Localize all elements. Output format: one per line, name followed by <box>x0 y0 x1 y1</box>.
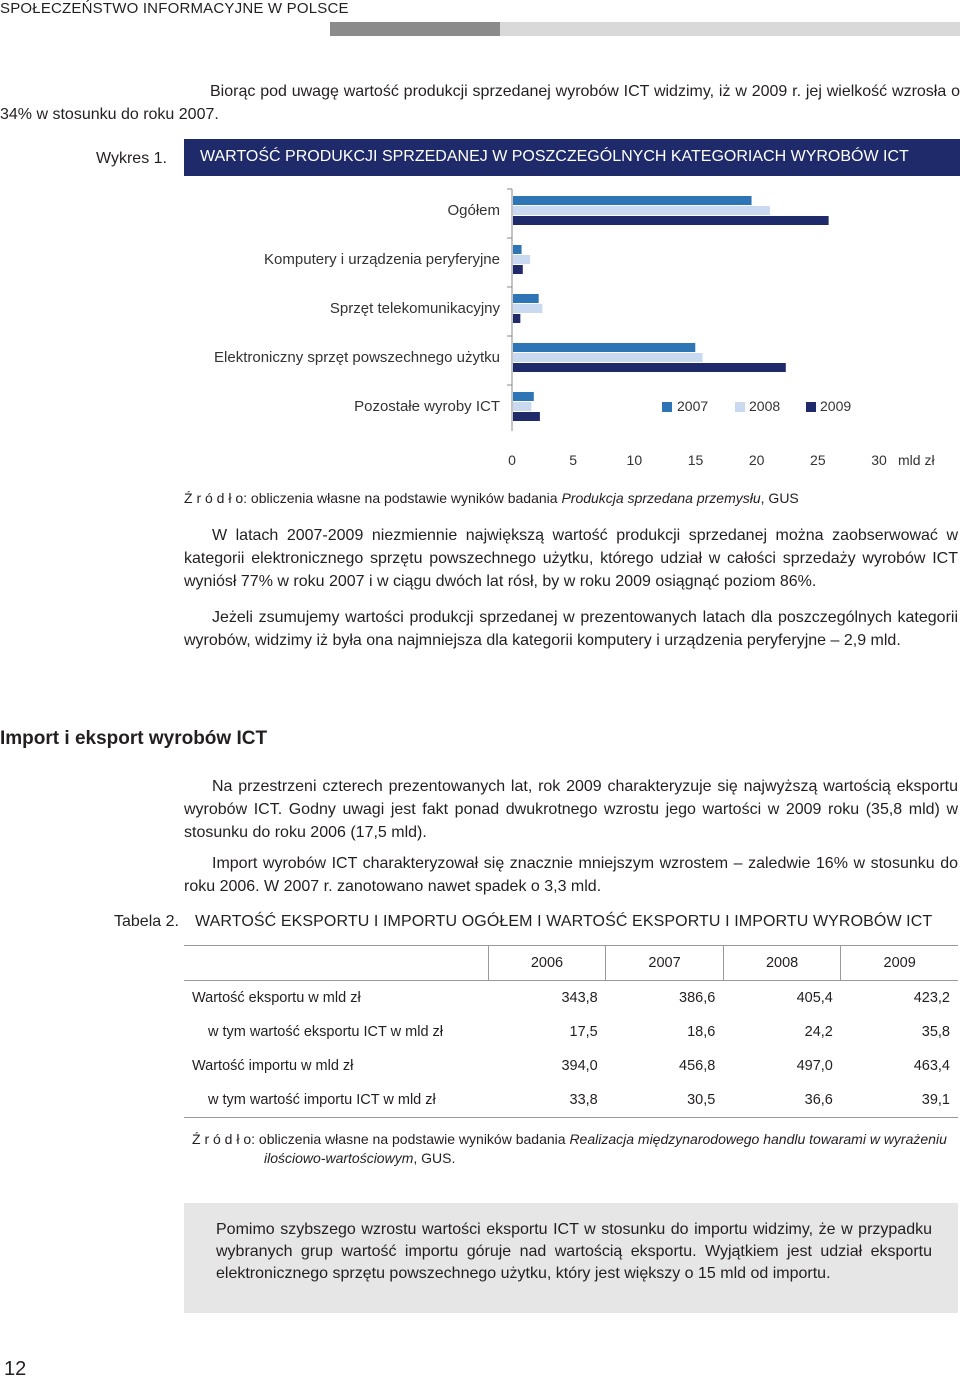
table-cell: 463,4 <box>913 1058 950 1074</box>
note-text: Pomimo szybszego wzrostu wartości eksportu ICT w stosunku do importu widzimy, że w przypadku wybranych grup wartość importu góruje nad wartością eksportu. Wyjątkiem jest udział eksportu elektronicznego sprzętu powszechnego użytku, który jest większy o 15 mld od importu. <box>216 1221 932 1282</box>
category-label: Elektroniczny sprzęt powszechnego użytku <box>214 349 500 366</box>
intro-paragraph: Biorąc pod uwagę wartość produkcji sprzedanej wyrobów ICT widzimy, iż w 2009 r. jej wielkość wzrosła o 34% w stosunku do roku 2007. <box>0 83 960 123</box>
table-row <box>184 1015 958 1049</box>
bar-2007-0 <box>513 196 752 205</box>
table-cell: 343,8 <box>561 990 598 1006</box>
bar-2007-3 <box>513 343 695 352</box>
table-row <box>184 981 958 1016</box>
table-cell: 386,6 <box>679 990 716 1006</box>
table-year: 2009 <box>841 946 958 981</box>
table-row <box>184 1083 958 1118</box>
x-tick-label: 5 <box>569 452 578 468</box>
chart-source: Ź r ó d ł o: obliczenia własne na podstawie wyników badania Produkcja sprzedana przemysłu, GUS <box>184 490 799 506</box>
table-cell: 36,6 <box>804 1092 833 1108</box>
table-cell: 497,0 <box>796 1058 833 1074</box>
x-tick-label: 15 <box>687 452 704 468</box>
bar-2008-4 <box>513 402 531 411</box>
table-year: 2006 <box>488 946 606 981</box>
table-cell: 456,8 <box>679 1058 716 1074</box>
legend-swatch-2007 <box>662 402 672 412</box>
category-label: Ogółem <box>447 202 500 219</box>
table-cell: 17,5 <box>569 1024 598 1040</box>
table-title: WARTOŚĆ EKSPORTU I IMPORTU OGÓŁEM I WARTOŚĆ EKSPORTU I IMPORTU WYROBÓW ICT <box>195 913 933 930</box>
bar-2007-1 <box>513 245 522 254</box>
legend-label-2007: 2007 <box>677 398 709 414</box>
bar-2007-2 <box>513 294 539 303</box>
bar-2009-0 <box>513 216 829 225</box>
table-cell: 405,4 <box>796 990 833 1006</box>
table-label: Tabela 2. <box>114 913 179 930</box>
bar-2008-2 <box>513 304 542 313</box>
paragraph-2: Jeżeli zsumujemy wartości produkcji sprzedanej w prezentowanych latach dla poszczególnych kategorii wyrobów, widzimy iż była ona najmniejsza dla kategorii komputery i urządzenia peryferyjne – 2,9 mld. <box>184 609 958 649</box>
table-cell: 18,6 <box>687 1024 716 1040</box>
page-number: 12 <box>4 1358 27 1380</box>
table-cell: 24,2 <box>804 1024 833 1040</box>
row-label: Wartość eksportu w mld zł <box>192 990 361 1006</box>
table-source: Ź r ó d ł o: obliczenia własne na podstawie wyników badania Realizacja międzynarodowego handlu towarami w wyrażeniu ilościowo-wartościowym, GUS. <box>192 1131 947 1166</box>
bar-2007-4 <box>513 392 534 401</box>
bar-2009-3 <box>513 363 786 372</box>
paragraph-1: W latach 2007-2009 niezmiennie największą wartość produkcji sprzedanej można zaobserwować w kategorii elektronicznego sprzętu powszechnego użytku, którego udział w całości sprzedaży wyrobów ICT wyniósł 77% w roku 2007 i w ciągu dwóch lat rósł, by w roku 2009 osiągnąć poziom 86%. <box>184 527 958 590</box>
running-header: SPOŁECZEŃSTWO INFORMACYJNE W POLSCE <box>0 0 349 17</box>
x-tick-label: 25 <box>810 452 826 468</box>
category-label: Komputery i urządzenia peryferyjne <box>264 251 500 268</box>
table-row <box>184 1049 958 1083</box>
data-table <box>184 945 958 1118</box>
x-tick-label: 20 <box>748 452 765 468</box>
table-cell: 35,8 <box>921 1024 950 1040</box>
table-header-empty <box>184 946 488 981</box>
row-label: w tym wartość eksportu ICT w mld zł <box>208 1024 444 1040</box>
table-cell: 33,8 <box>569 1092 598 1108</box>
section-paragraph-2: Import wyrobów ICT charakteryzował się znacznie mniejszym wzrostem – zaledwie 16% w stosunku do roku 2006. W 2007 r. zanotowano nawet spadek o 3,3 mld. <box>184 855 958 895</box>
table-year: 2008 <box>723 946 841 981</box>
bar-2008-1 <box>513 255 530 264</box>
table-cell: 39,1 <box>921 1092 950 1108</box>
bar-2009-1 <box>513 265 523 274</box>
legend-label-2008: 2008 <box>749 398 781 414</box>
x-tick-label: 0 <box>508 452 516 468</box>
section-heading: Import i eksport wyrobów ICT <box>0 728 268 749</box>
bar-2008-3 <box>513 353 703 362</box>
table-cell: 30,5 <box>687 1092 716 1108</box>
table-year: 2007 <box>606 946 724 981</box>
category-label: Sprzęt telekomunikacyjny <box>329 300 500 317</box>
bar-2009-2 <box>513 314 520 323</box>
chart-legend <box>662 398 862 416</box>
chart-title: WARTOŚĆ PRODUKCJI SPRZEDANEJ W POSZCZEGÓLNYCH KATEGORIACH WYROBÓW ICT <box>200 148 909 165</box>
table-cell: 394,0 <box>561 1058 598 1074</box>
bar-2009-4 <box>513 412 540 421</box>
legend-label-2009: 2009 <box>820 398 852 414</box>
row-label: Wartość importu w mld zł <box>192 1058 354 1074</box>
x-tick-label: 10 <box>626 452 643 468</box>
bar-2008-0 <box>513 206 770 215</box>
legend-swatch-2009 <box>806 402 816 412</box>
table-header-row <box>184 946 958 981</box>
category-label: Pozostałe wyroby ICT <box>354 398 500 415</box>
chart-label: Wykres 1. <box>96 150 167 167</box>
section-paragraph-1: Na przestrzeni czterech prezentowanych lat, rok 2009 charakteryzuje się najwyższą wartością eksportu wyrobów ICT. Godny uwagi jest fakt ponad dwukrotnego wzrostu jego wartości w 2009 roku (35,8 mld) w stosunku do roku 2006 (17,5 mld). <box>184 778 958 841</box>
x-tick-label: 30 <box>871 452 887 468</box>
x-axis-unit: mld zł <box>898 452 935 468</box>
legend-swatch-2008 <box>735 402 745 412</box>
row-label: w tym wartość importu ICT w mld zł <box>208 1092 436 1108</box>
table-cell: 423,2 <box>913 990 950 1006</box>
bars-group <box>507 189 829 421</box>
